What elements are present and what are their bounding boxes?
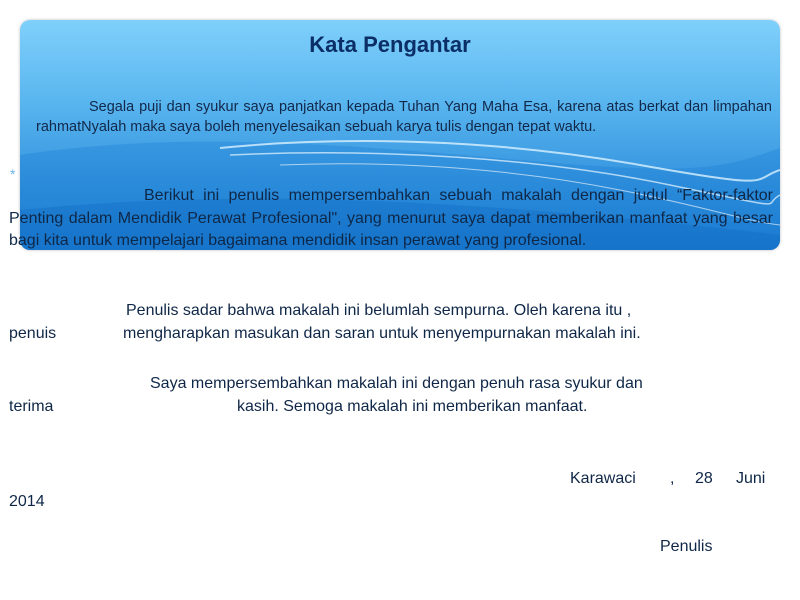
paragraph-purpose-text: Berikut ini penulis mempersembahkan sebuah makalah dengan judul “Faktor-faktor Penting dalam Mendidik Perawat Profesional", yang menurut saya dapat memberikan manfaat yang besar bagi kita untuk mempelajari bagaimana mendidik insan perawat yang profesional. [9, 187, 773, 249]
paragraph-thanks-line2-right: kasih. Semoga makalah ini memberikan manfaat. [237, 398, 588, 415]
bullet-marker: * [10, 166, 16, 182]
closing-comma: , [670, 470, 675, 487]
closing-year: 2014 [9, 493, 45, 510]
paragraph-purpose [9, 185, 773, 253]
closing-day: 28 [695, 470, 713, 487]
paragraph-apology-line2-left: penuis [9, 325, 57, 342]
paragraph-thanks-line1: Saya mempersembahkan makalah ini dengan penuh rasa syukur dan [150, 375, 643, 392]
paragraph-thanks-line2-left: terima [9, 398, 54, 415]
page-title: Kata Pengantar [309, 32, 471, 57]
paragraph-apology-line1: Penulis sadar bahwa makalah ini belumlah sempurna. Oleh karena itu , [126, 302, 632, 319]
paragraph-apology-line2-right: mengharapkan masukan dan saran untuk menyempurnakan makalah ini. [123, 325, 641, 342]
paragraph-intro-text: Segala puji dan syukur saya panjatkan kepada Tuhan Yang Maha Esa, karena atas berkat dan limpahan rahmatNyalah maka saya boleh menyelesaikan sebuah karya tulis dengan tepat waktu. [36, 99, 772, 135]
paragraph-intro [36, 98, 772, 137]
closing-place: Karawaci [570, 470, 636, 487]
signature: Penulis [660, 538, 713, 555]
closing-month: Juni [736, 470, 766, 487]
